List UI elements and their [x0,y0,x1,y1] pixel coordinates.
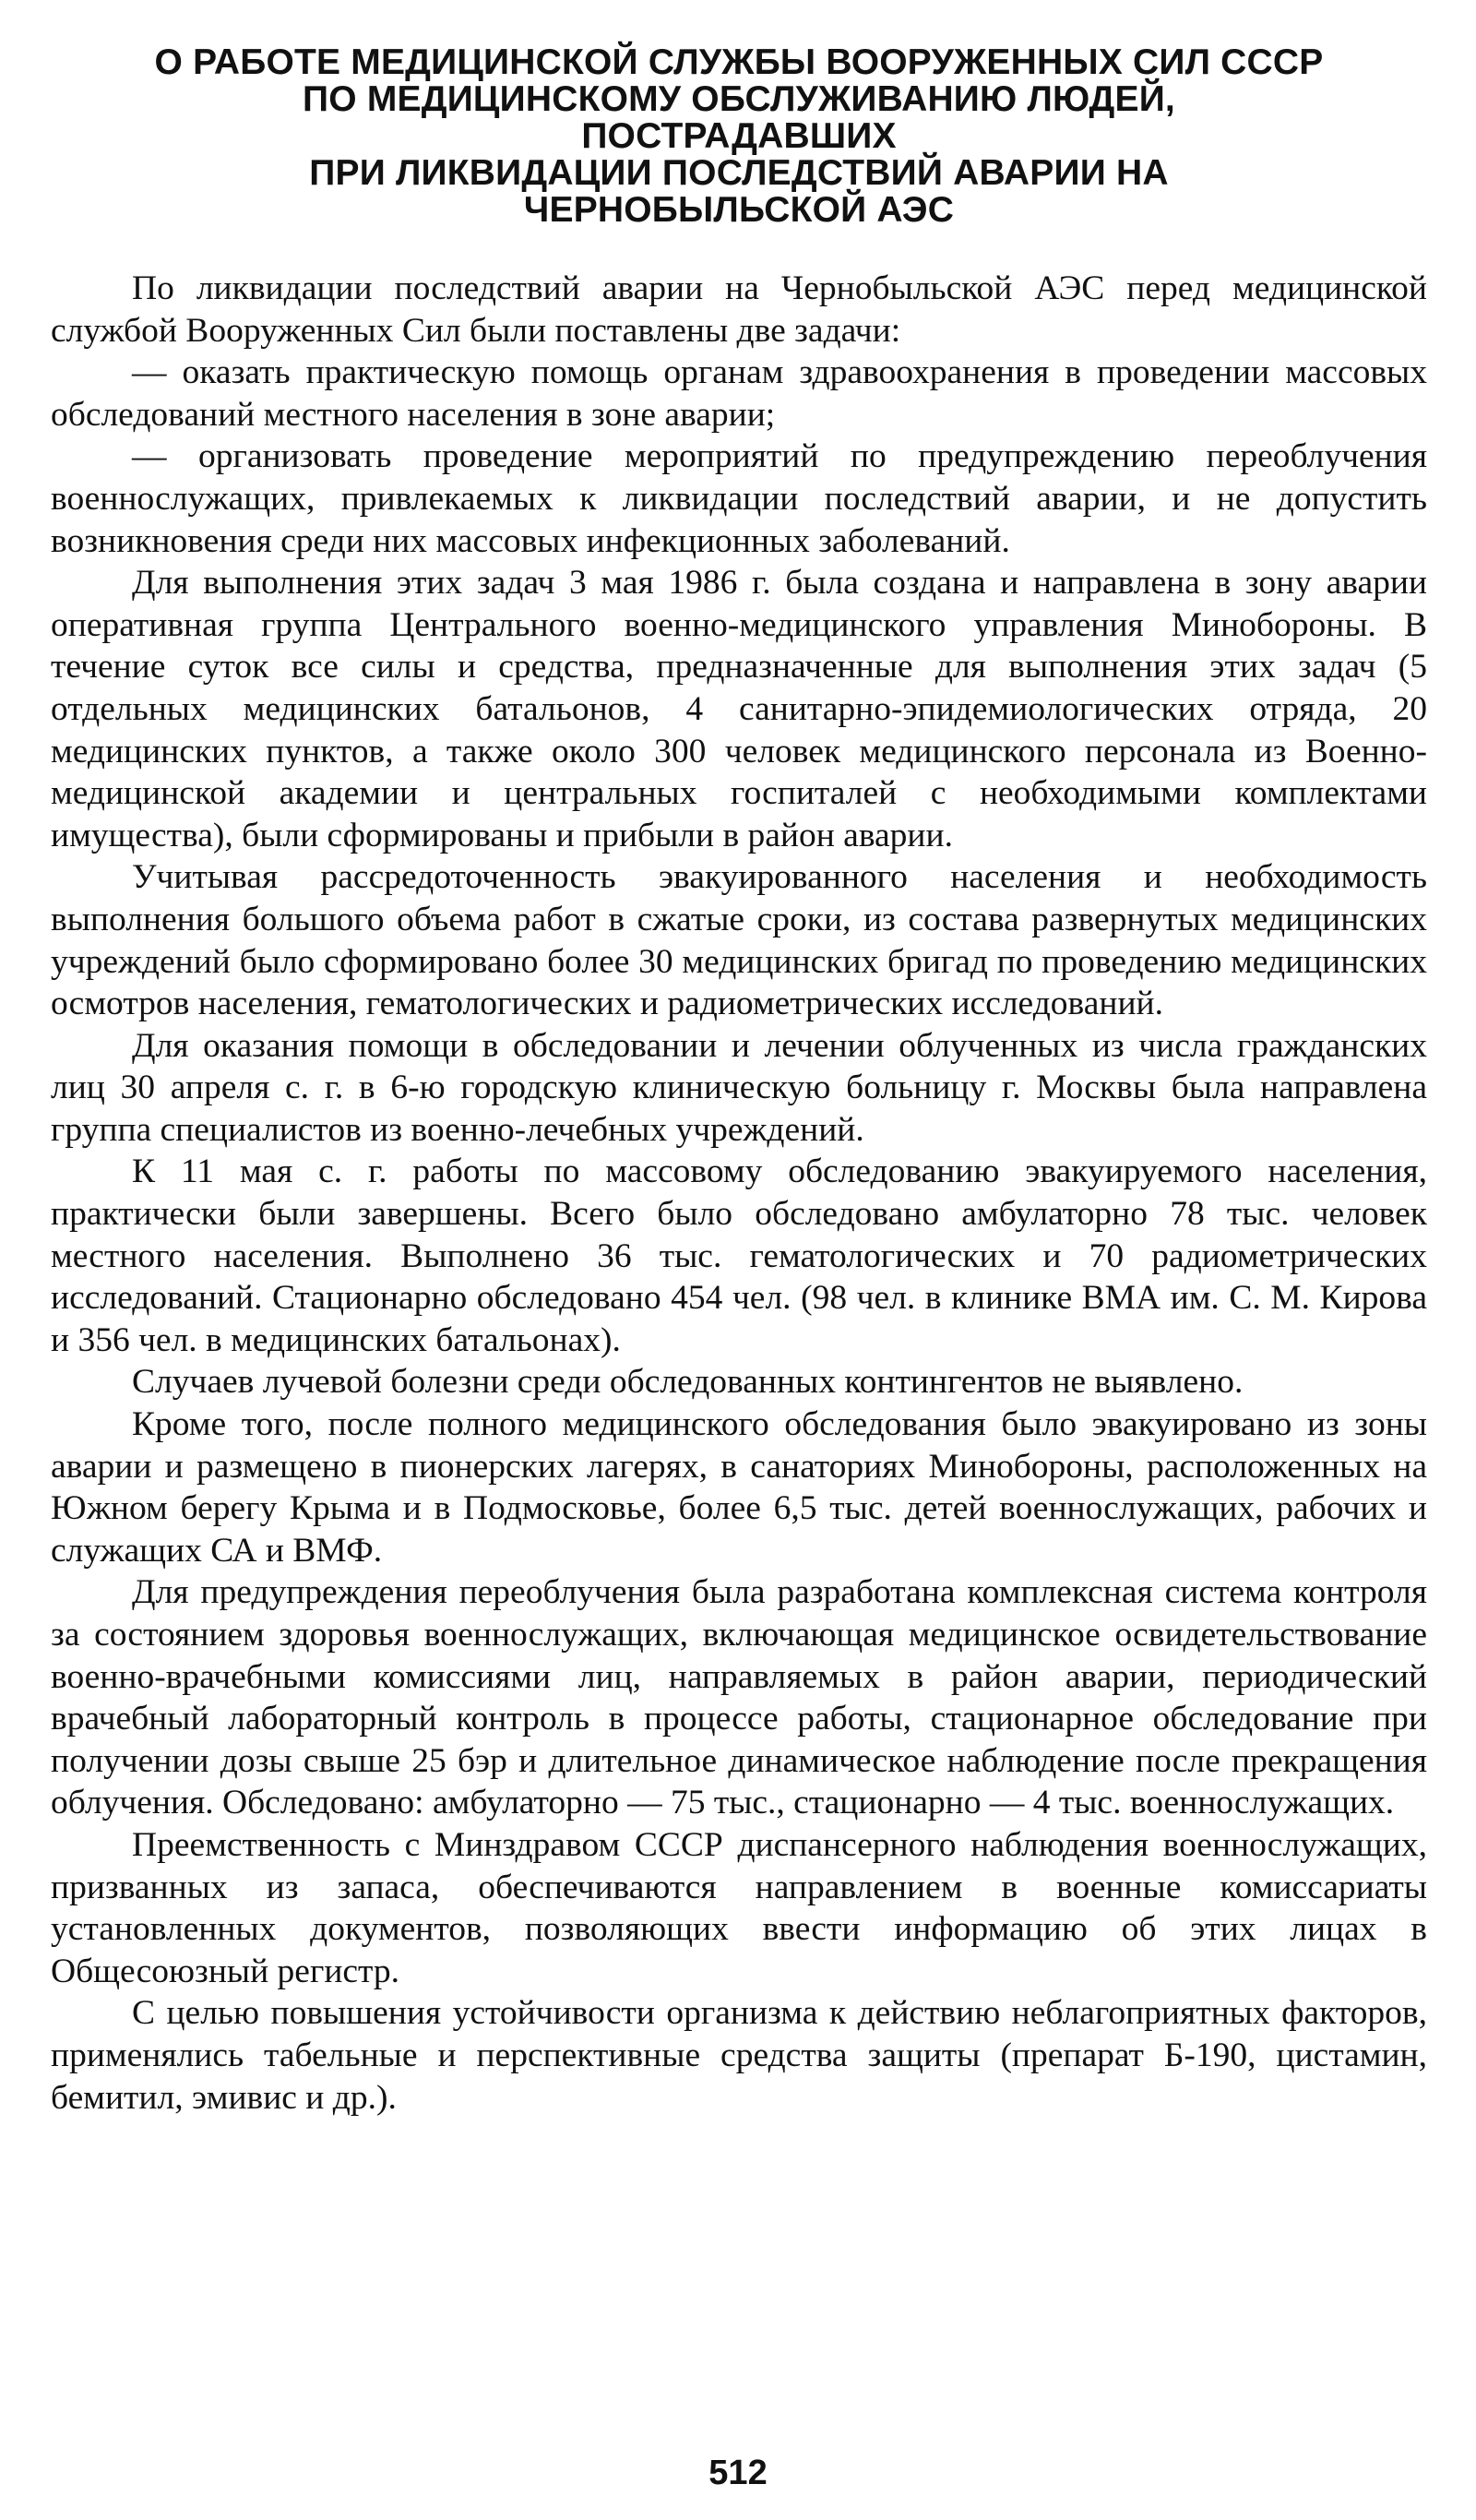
paragraph-task-1: — оказать практическую помощь органам здравоохранения в проведении массовых обследований местного населения в зоне аварии; [51,353,1427,434]
paragraph-moscow-hospital: Для оказания помощи в обследовании и лечении облученных из числа гражданских лиц 30 апреля с. г. в 6-ю городскую клиническую больницу г. Москвы была направлена группа специалистов из военно-лечебных учреждений. [51,1026,1427,1149]
paragraph-medical-brigades: Учитывая рассредоточенность эвакуированного населения и необходимость выполнения большого объема работ в сжатые сроки, из состава развернутых медицинских учреждений было сформировано более 30 медицинских бригад по проведению медицинских осмотров населения, гематологических и радиометрических исследований. [51,858,1427,1023]
paragraph-operational-group: Для выполнения этих задач 3 мая 1986 г. была создана и направлена в зону аварии оперативная группа Центрального военно-медицинского управления Минобороны. В течение суток все силы и средства, предназначенные для выполнения этих задач (5 отдельных медицинских батальонов, 4 санитарно-эпидемиологических отряда, 20 медицинских пунктов, а также около 300 человек медицинского персонала из Военно-медицинской академии и центральных госпиталей с необходимыми комплектами имущества), были сформированы и прибыли в район аварии. [51,564,1427,854]
document-title [51,44,1427,229]
document-body [51,268,1427,2119]
title-line: ЧЕРНОБЫЛЬСКОЙ АЭС [523,190,955,230]
title-line: ПОСТРАДАВШИХ [581,116,897,156]
paragraph-radiation-sickness: Случаев лучевой болезни среди обследованных контингентов не выявлено. [132,1363,1244,1402]
title-line: ПО МЕДИЦИНСКОМУ ОБСЛУЖИВАНИЮ ЛЮДЕЙ, [303,79,1175,119]
paragraph-children-evacuation: Кроме того, после полного медицинского обследования было эвакуировано из зоны аварии и размещено в пионерских лагерях, в санаториях Минобороны, расположенных на Южном берегу Крыма и в Подмосковье, более 6,5 тыс. детей военнослужащих, рабочих и служащих СА и ВМФ. [51,1405,1427,1570]
paragraph-control-system: Для предупреждения переоблучения была разработана комплексная система контроля за состоянием здоровья военнослужащих, включающая медицинское освидетельствование военно-врачебными комиссиями лиц, направляемых в район аварии, периодический врачебный лабораторный контроль в процессе работы, стационарное обследование при получении дозы свыше 25 бэр и длительное динамическое наблюдение после прекращения облучения. Обследовано: амбулаторно — 75 тыс., стационарно — 4 тыс. военнослужащих. [51,1573,1427,1822]
paragraph-examination-results: К 11 мая с. г. работы по массовому обследованию эвакуируемого населения, практически были завершены. Всего было обследовано амбулаторно 78 тыс. человек местного населения. Выполнено 36 тыс. гематологических и 70 радиометрических исследований. Стационарно обследовано 454 чел. (98 чел. в клинике ВМА им. С. М. Кирова и 356 чел. в медицинских батальонах). [51,1153,1427,1359]
paragraph-intro: По ликвидации последствий аварии на Чернобыльской АЭС перед медицинской службой Вооруженных Сил были поставлены две задачи: [51,269,1427,350]
paragraph-registry: Преемственность с Минздравом СССР диспансерного наблюдения военнослужащих, призванных из запаса, обеспечиваются направлением в военные комиссариаты установленных документов, позволяющих ввести информацию об этих лицах в Общесоюзный регистр. [51,1825,1427,1990]
paragraph-protection-means: С целью повышения устойчивости организма к действию неблагоприятных факторов, применялись табельные и перспективные средства защиты (препарат Б-190, цистамин, бемитил, эмивис и др.). [51,1994,1427,2117]
document-page [51,44,1427,2119]
title-line: ПРИ ЛИКВИДАЦИИ ПОСЛЕДСТВИЙ АВАРИИ НА [309,153,1169,193]
page-number: 512 [708,2454,768,2492]
paragraph-task-2: — организовать проведение мероприятий по предупреждению переоблучения военнослужащих, привлекаемых к ликвидации последствий аварии, и не допустить возникновения среди них массовых инфекционных заболеваний. [51,437,1427,560]
title-line: О РАБОТЕ МЕДИЦИНСКОЙ СЛУЖБЫ ВООРУЖЕННЫХ СИЛ СССР [154,42,1324,82]
